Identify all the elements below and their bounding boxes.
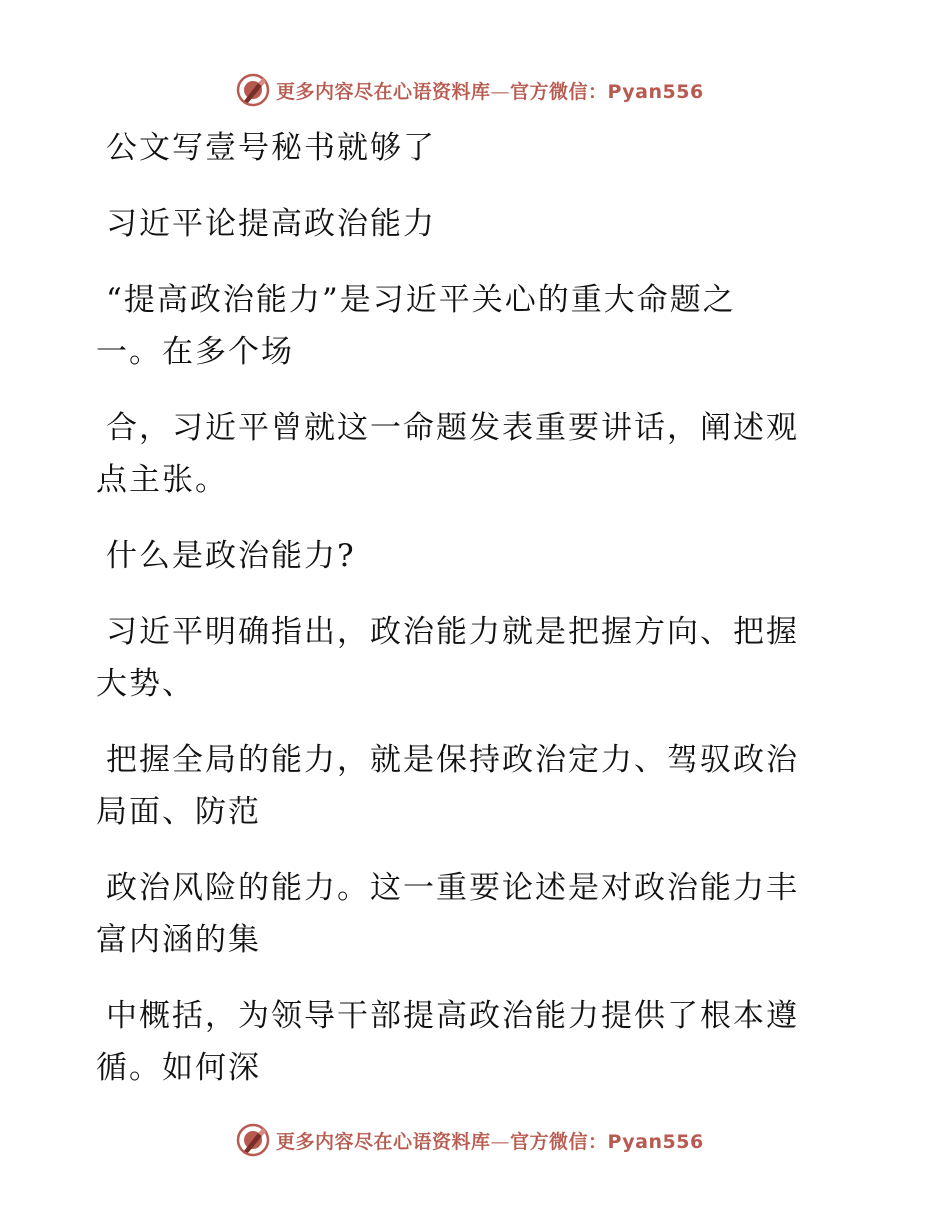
doc-line: 点主张。: [96, 462, 228, 498]
doc-line: 大势、: [96, 666, 195, 702]
doc-line: 什么是政治能力?: [106, 538, 356, 574]
doc-line: 习近平明确指出，政治能力就是把握方向、把握: [106, 614, 799, 650]
doc-line: 一。在多个场: [96, 334, 294, 370]
document-body: [96, 122, 836, 1094]
doc-title: 习近平论提高政治能力: [106, 206, 436, 242]
watermark-text: 更多内容尽在心语资料库—官方微信：Pyan556: [276, 1130, 704, 1153]
doc-line: 政治风险的能力。这一重要论述是对政治能力丰: [106, 870, 799, 906]
doc-line: 局面、防范: [96, 794, 261, 830]
doc-line: 公文写壹号秘书就够了: [106, 130, 436, 166]
pen-logo-icon: [236, 73, 270, 107]
doc-line: 把握全局的能力，就是保持政治定力、驾驭政治: [106, 742, 799, 778]
doc-line: 富内涵的集: [96, 922, 261, 958]
doc-line: 循。如何深: [96, 1050, 261, 1086]
pen-logo-icon: [236, 1123, 270, 1157]
doc-line: “提高政治能力”是习近平关心的重大命题之: [106, 282, 736, 318]
footer-watermark: [236, 1122, 716, 1158]
header-watermark: [236, 72, 716, 108]
doc-line: 中概括，为领导干部提高政治能力提供了根本遵: [106, 998, 799, 1034]
doc-line: 合，习近平曾就这一命题发表重要讲话，阐述观: [106, 410, 799, 446]
watermark-text: 更多内容尽在心语资料库—官方微信：Pyan556: [276, 80, 704, 103]
